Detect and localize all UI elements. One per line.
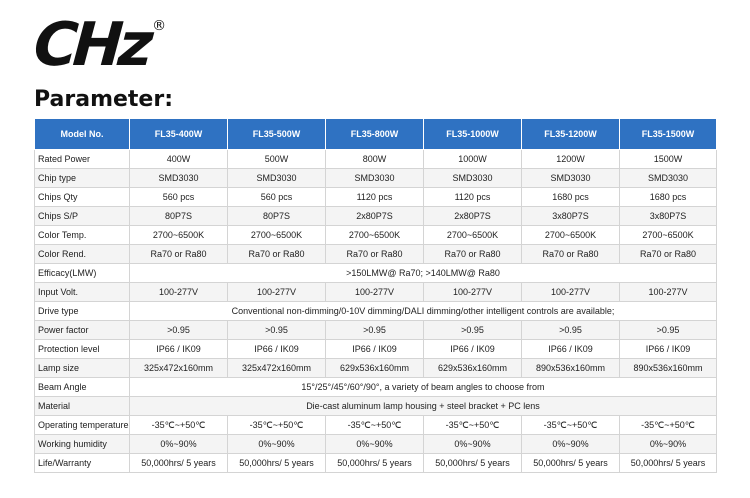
table-cell: 50,000hrs/ 5 years: [620, 454, 717, 473]
table-row: [35, 226, 717, 245]
table-cell: Ra70 or Ra80: [424, 245, 522, 264]
table-cell: SMD3030: [326, 169, 424, 188]
merged-cell: >150LMW@ Ra70; >140LMW@ Ra80: [130, 264, 717, 283]
table-cell: 560 pcs: [130, 188, 228, 207]
table-cell: 100-277V: [130, 283, 228, 302]
table-cell: SMD3030: [130, 169, 228, 188]
table-cell: 50,000hrs/ 5 years: [522, 454, 620, 473]
table-cell: 2700~6500K: [522, 226, 620, 245]
logo-text: CHz: [31, 10, 151, 80]
table-cell: SMD3030: [620, 169, 717, 188]
table-cell: 50,000hrs/ 5 years: [424, 454, 522, 473]
table-cell: IP66 / IK09: [620, 340, 717, 359]
column-header-model: FL35-1500W: [620, 119, 717, 150]
column-header-model-no: Model No.: [35, 119, 130, 150]
table-row: [35, 454, 717, 473]
table-cell: >0.95: [620, 321, 717, 340]
table-cell: 325x472x160mm: [130, 359, 228, 378]
table-row: [35, 378, 717, 397]
column-header-model: FL35-1200W: [522, 119, 620, 150]
table-cell: 100-277V: [620, 283, 717, 302]
table-cell: 2x80P7S: [424, 207, 522, 226]
table-cell: 1500W: [620, 150, 717, 169]
table-cell: 890x536x160mm: [522, 359, 620, 378]
table-cell: 0%~90%: [424, 435, 522, 454]
row-label: Input Volt.: [35, 283, 130, 302]
table-cell: 0%~90%: [620, 435, 717, 454]
table-cell: 1200W: [522, 150, 620, 169]
table-cell: 890x536x160mm: [620, 359, 717, 378]
table-cell: 560 pcs: [228, 188, 326, 207]
table-cell: 400W: [130, 150, 228, 169]
table-cell: 80P7S: [228, 207, 326, 226]
registered-mark: ®: [152, 18, 167, 34]
table-cell: IP66 / IK09: [424, 340, 522, 359]
table-row: [35, 435, 717, 454]
table-cell: 1680 pcs: [620, 188, 717, 207]
parameter-table: [34, 118, 717, 473]
table-header-row: [35, 119, 717, 150]
table-row: [35, 245, 717, 264]
table-cell: 1000W: [424, 150, 522, 169]
row-label: Material: [35, 397, 130, 416]
column-header-model: FL35-400W: [130, 119, 228, 150]
table-cell: Ra70 or Ra80: [228, 245, 326, 264]
table-row: [35, 340, 717, 359]
merged-cell: Conventional non-dimming/0-10V dimming/DALI dimming/other intelligent controls are available;: [130, 302, 717, 321]
table-body: [35, 150, 717, 473]
table-cell: 100-277V: [424, 283, 522, 302]
row-label: Rated Power: [35, 150, 130, 169]
table-cell: 2700~6500K: [424, 226, 522, 245]
table-cell: 2700~6500K: [620, 226, 717, 245]
row-label: Operating temperature: [35, 416, 130, 435]
row-label: Chips Qty: [35, 188, 130, 207]
table-cell: 1120 pcs: [424, 188, 522, 207]
column-header-model: FL35-800W: [326, 119, 424, 150]
table-cell: 2700~6500K: [130, 226, 228, 245]
table-cell: Ra70 or Ra80: [326, 245, 424, 264]
table-cell: Ra70 or Ra80: [522, 245, 620, 264]
table-row: [35, 150, 717, 169]
table-cell: 100-277V: [326, 283, 424, 302]
table-row: [35, 207, 717, 226]
table-cell: 3x80P7S: [620, 207, 717, 226]
table-cell: Ra70 or Ra80: [130, 245, 228, 264]
table-cell: 2700~6500K: [326, 226, 424, 245]
table-cell: >0.95: [424, 321, 522, 340]
table-cell: 50,000hrs/ 5 years: [326, 454, 424, 473]
column-header-model: FL35-1000W: [424, 119, 522, 150]
row-label: Protection level: [35, 340, 130, 359]
table-cell: -35℃~+50℃: [522, 416, 620, 435]
table-cell: -35℃~+50℃: [228, 416, 326, 435]
table-cell: >0.95: [326, 321, 424, 340]
table-cell: 0%~90%: [326, 435, 424, 454]
table-cell: 50,000hrs/ 5 years: [228, 454, 326, 473]
row-label: Drive type: [35, 302, 130, 321]
table-cell: Ra70 or Ra80: [620, 245, 717, 264]
table-cell: 629x536x160mm: [326, 359, 424, 378]
merged-cell: Die-cast aluminum lamp housing + steel bracket + PC lens: [130, 397, 717, 416]
table-cell: >0.95: [130, 321, 228, 340]
column-header-model: FL35-500W: [228, 119, 326, 150]
table-cell: 629x536x160mm: [424, 359, 522, 378]
table-cell: 50,000hrs/ 5 years: [130, 454, 228, 473]
table-row: [35, 302, 717, 321]
brand-logo: [31, 10, 167, 80]
table-row: [35, 283, 717, 302]
table-cell: 3x80P7S: [522, 207, 620, 226]
table-cell: 1120 pcs: [326, 188, 424, 207]
table-row: [35, 169, 717, 188]
table-cell: 800W: [326, 150, 424, 169]
table-row: [35, 188, 717, 207]
row-label: Chip type: [35, 169, 130, 188]
table-cell: IP66 / IK09: [522, 340, 620, 359]
row-label: Life/Warranty: [35, 454, 130, 473]
page-title: Parameter:: [34, 87, 174, 112]
table-cell: >0.95: [228, 321, 326, 340]
table-cell: 0%~90%: [228, 435, 326, 454]
table-cell: -35℃~+50℃: [130, 416, 228, 435]
row-label: Power factor: [35, 321, 130, 340]
table-cell: SMD3030: [522, 169, 620, 188]
row-label: Efficacy(LMW): [35, 264, 130, 283]
table-cell: IP66 / IK09: [228, 340, 326, 359]
table-cell: IP66 / IK09: [326, 340, 424, 359]
table-cell: 80P7S: [130, 207, 228, 226]
table-cell: 325x472x160mm: [228, 359, 326, 378]
table-cell: 100-277V: [228, 283, 326, 302]
row-label: Working humidity: [35, 435, 130, 454]
table-cell: -35℃~+50℃: [424, 416, 522, 435]
table-cell: SMD3030: [228, 169, 326, 188]
table-cell: IP66 / IK09: [130, 340, 228, 359]
table-cell: -35℃~+50℃: [620, 416, 717, 435]
table-cell: -35℃~+50℃: [326, 416, 424, 435]
table-cell: 2x80P7S: [326, 207, 424, 226]
row-label: Lamp size: [35, 359, 130, 378]
table-row: [35, 321, 717, 340]
table-row: [35, 416, 717, 435]
row-label: Beam Angle: [35, 378, 130, 397]
table-cell: 0%~90%: [522, 435, 620, 454]
table-cell: 1680 pcs: [522, 188, 620, 207]
table-cell: 0%~90%: [130, 435, 228, 454]
merged-cell: 15°/25°/45°/60°/90°, a variety of beam angles to choose from: [130, 378, 717, 397]
table-row: [35, 359, 717, 378]
table-row: [35, 397, 717, 416]
table-cell: 100-277V: [522, 283, 620, 302]
table-cell: >0.95: [522, 321, 620, 340]
table-cell: 2700~6500K: [228, 226, 326, 245]
row-label: Color Rend.: [35, 245, 130, 264]
table-cell: SMD3030: [424, 169, 522, 188]
row-label: Color Temp.: [35, 226, 130, 245]
row-label: Chips S/P: [35, 207, 130, 226]
table-cell: 500W: [228, 150, 326, 169]
table-row: [35, 264, 717, 283]
